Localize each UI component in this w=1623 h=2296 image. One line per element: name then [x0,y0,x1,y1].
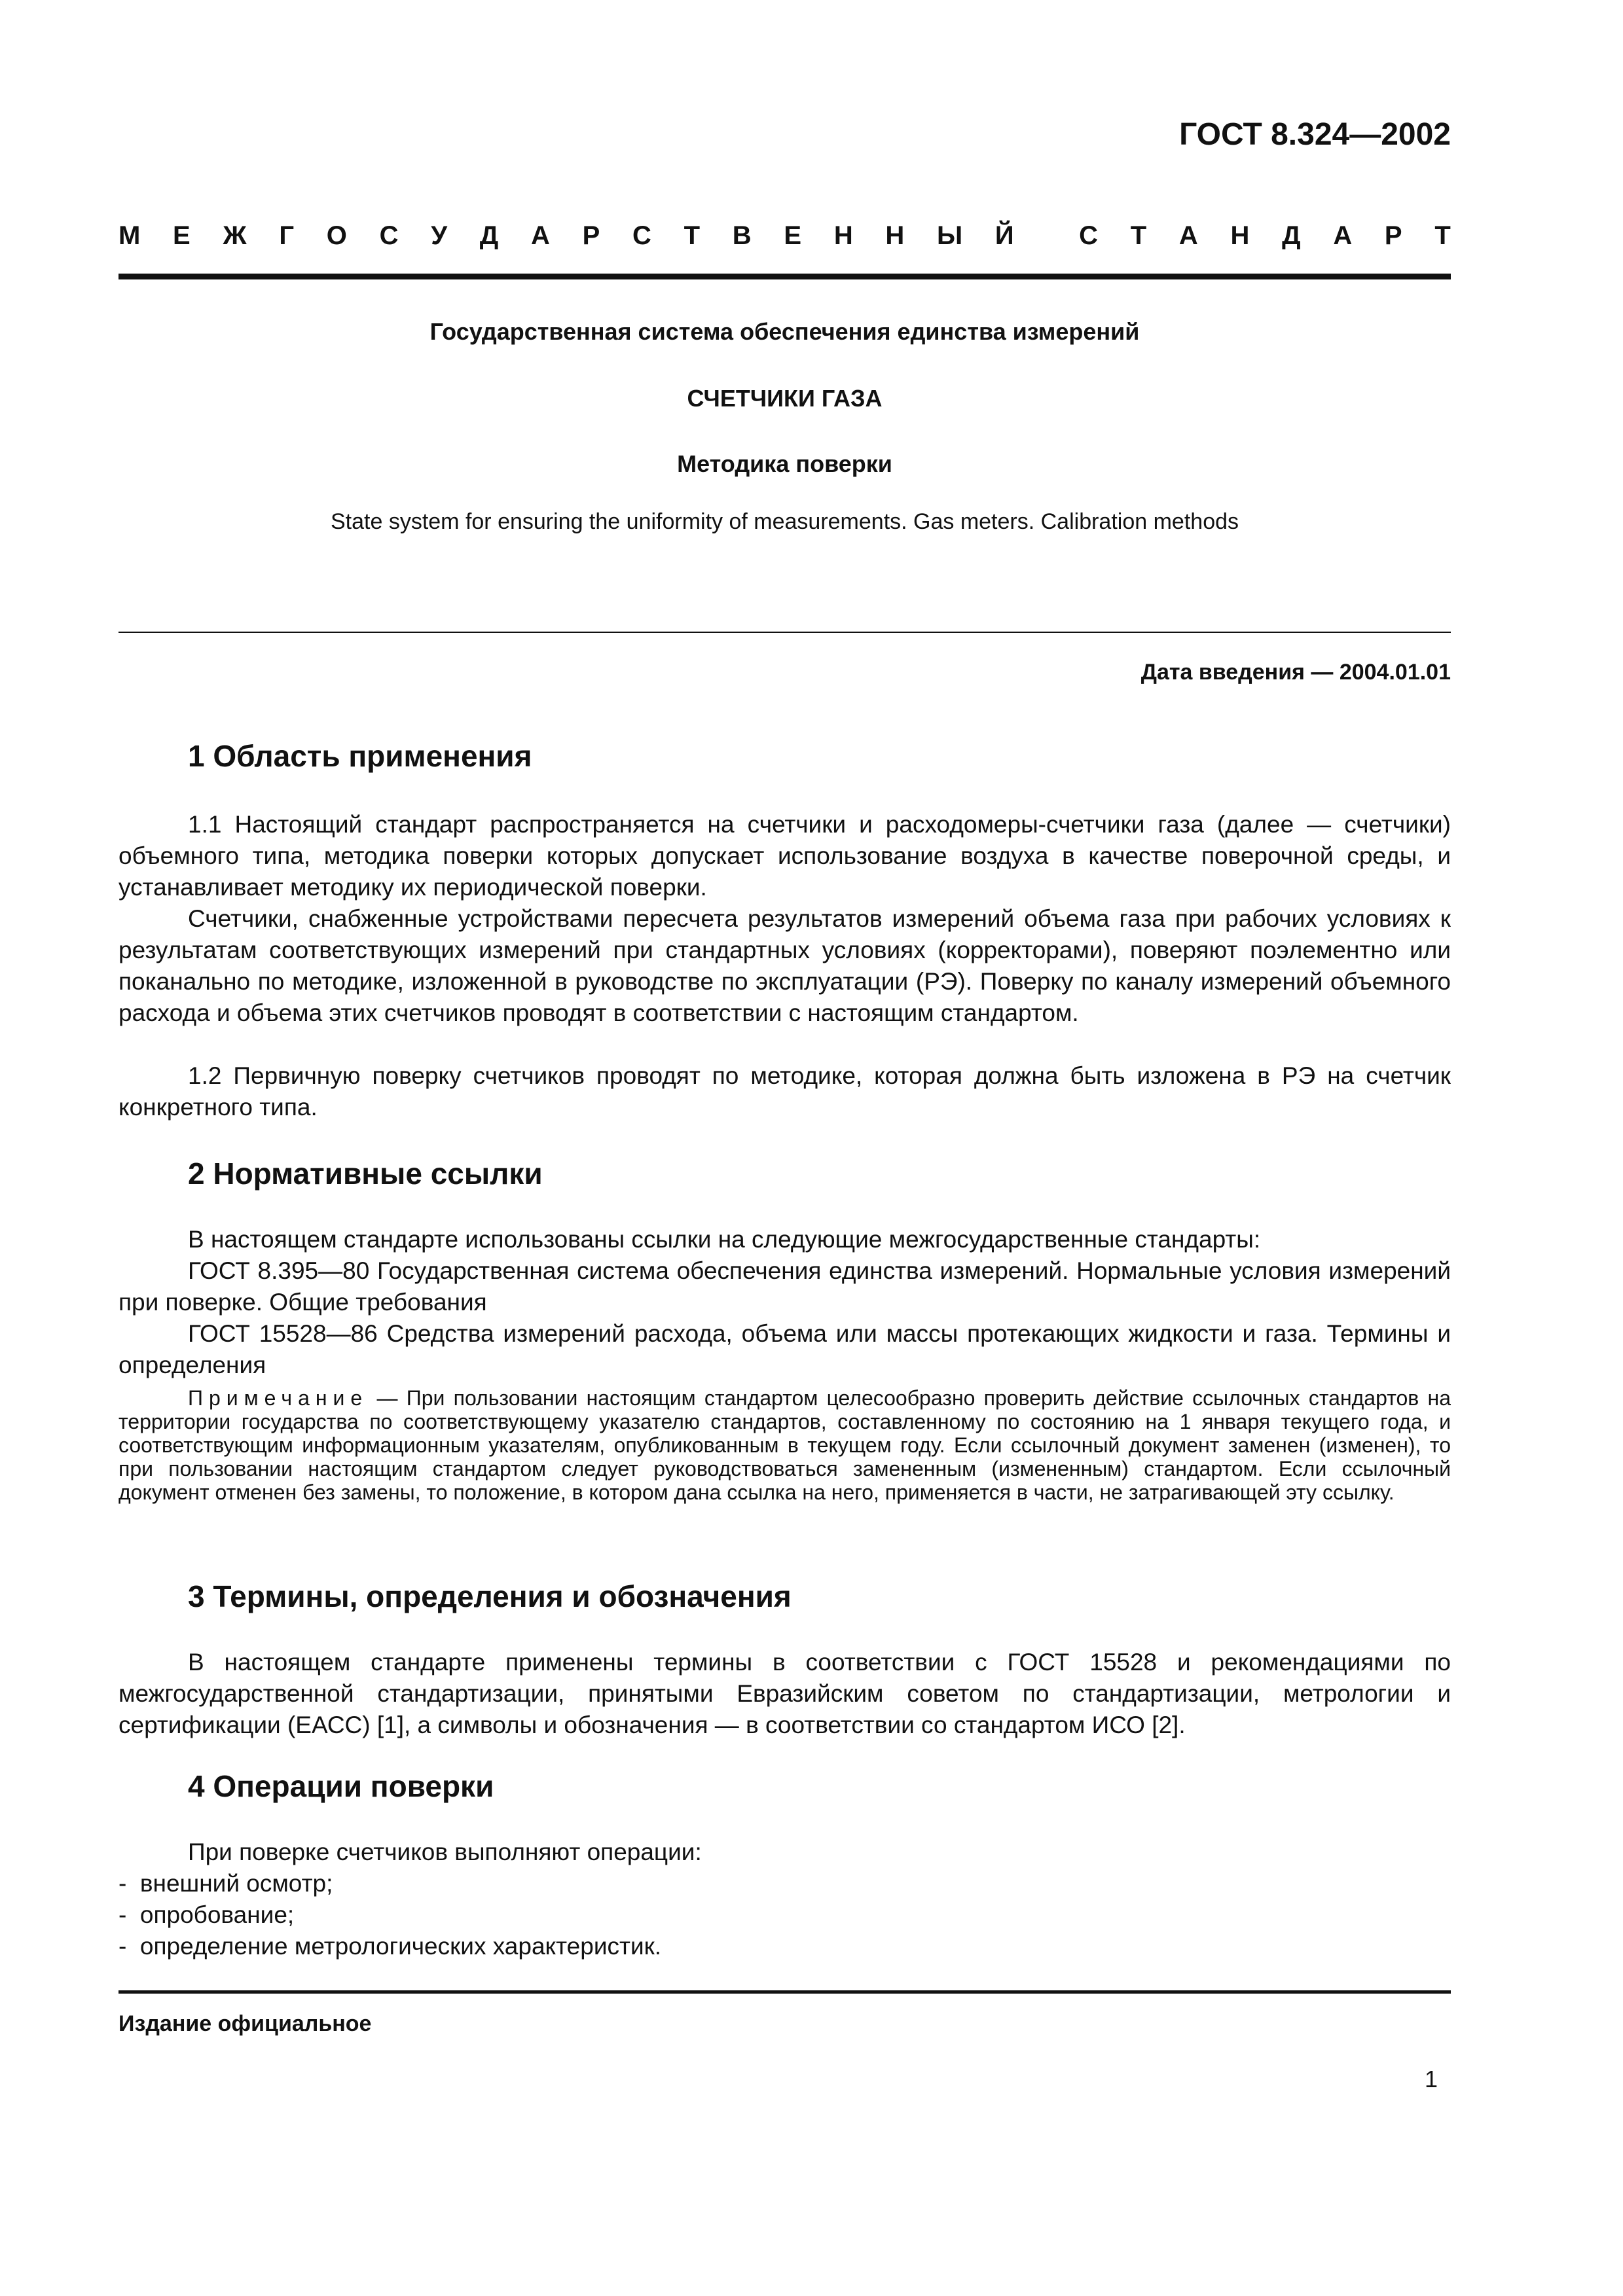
header-rule [119,274,1451,279]
heading-letter: Е [784,221,802,250]
section-3-heading: 3 Термины, определения и обозначения [188,1579,792,1613]
introduction-date: Дата введения — 2004.01.01 [1140,660,1451,685]
section-1-paragraph-1: 1.1 Настоящий стандарт распространяется на счетчики и расходомеры-счетчики газа (далее — счетчики) объемного типа, методика поверки которых допускает использование воздуха в качестве поверочной среды, и устанавливает методику их периодической поверки. [119,811,1451,901]
section-1-paragraph-3: 1.2 Первичную поверку счетчиков проводят по методике, которая должна быть изложена в РЭ на счетчик конкретного типа. [119,1062,1451,1121]
heading-letter: С [1079,221,1098,250]
list-item: - определение метрологических характеристик. [119,1931,702,1962]
document-title: СЧЕТЧИКИ ГАЗА [687,385,883,412]
section-3-paragraph-1: В настоящем стандарте применены термины в соответствии с ГОСТ 15528 и рекомендациями по межгосударственной стандартизации, принятыми Евразийским советом по стандартизации, метрологии и сертификации (ЕАСС) [1], а символы и обозначения — в соответствии со стандартом ИСО [2]. [119,1649,1451,1738]
section-2-reference-2: ГОСТ 15528—86 Средства измерений расхода, объема или массы протекающих жидкости и газа. Термины и определения [119,1320,1451,1378]
section-2-reference-1: ГОСТ 8.395—80 Государственная система обеспечения единства измерений. Нормальные условия измерений при поверке. Общие требования [119,1257,1451,1316]
heading-letter: Е [173,221,191,250]
heading-letter: А [1178,221,1198,250]
list-item: - внешний осмотр; [119,1868,702,1899]
heading-letter: Й [994,221,1014,250]
heading-letter: Ы [937,221,963,250]
heading-letter: Р [582,221,600,250]
heading-letter: Н [1230,221,1250,250]
heading-letter: Т [684,221,701,250]
section-1-paragraph-2: Счетчики, снабженные устройствами пересчета результатов измерений объема газа при рабочих условиях к результатам соответствующих измерений при стандартных условиях (корректорами), поверяют поэлементно или поканально по методике, изложенной в руководстве по эксплуатации (РЭ). Поверку по каналу измерений объемного расхода и объема этих счетчиков проводят в соответствии с настоящим стандартом. [119,905,1451,1026]
section-2-heading: 2 Нормативные ссылки [188,1157,543,1191]
heading-letter: Н [885,221,905,250]
heading-letter: М [119,221,141,250]
heading-letter: С [379,221,399,250]
heading-letter: Т [1130,221,1147,250]
heading-letter: В [732,221,752,250]
section-4-intro: При поверке счетчиков выполняют операции: [188,1839,702,1865]
heading-letter: С [632,221,651,250]
edition-label: Издание официальное [119,2011,372,2036]
section-2-paragraph-1: В настоящем стандарте использованы ссылки на следующие межгосударственные стандарты: [188,1226,1261,1253]
heading-letter: Д [1282,221,1301,250]
heading-letter: Р [1384,221,1402,250]
title-divider [119,632,1451,633]
gost-number: ГОСТ 8.324—2002 [1179,117,1451,152]
heading-letter: Н [833,221,853,250]
note-text: — При пользовании настоящим стандартом целесообразно проверить действие ссылочных стандартов на территории государства по соответствующему указателю стандартов, составленному по состоянию на 1 января текущего года, и соответствующим информационным указателям, опубликованным в текущем году. Если ссылочный документ заменен (изменен), то при пользовании настоящим стандартом следует руководствоваться замененным (измененным) стандартом. Если ссылочный документ отменен без замены, то положение, в котором дана ссылка на него, применяется в части, не затрагивающей эту ссылку. [119,1386,1451,1504]
document-subtitle: Методика поверки [677,450,892,477]
page-number: 1 [1424,2066,1438,2092]
section-1-heading: 1 Область применения [188,739,532,773]
heading-letter: Т [1434,221,1451,250]
heading-letter: А [531,221,550,250]
heading-letter: О [326,221,347,250]
section-2-note [119,1386,1451,1504]
note-label: Примечание [188,1386,369,1410]
heading-letter: Д [479,221,499,250]
section-4-heading: 4 Операции поверки [188,1769,494,1803]
heading-letter: Г [279,221,295,250]
list-item: - опробование; [119,1899,702,1931]
heading-letter: У [431,221,448,250]
heading-letter: А [1333,221,1353,250]
section-4-operations-list [139,1837,702,1962]
standard-type-heading [119,221,1451,251]
heading-letter: Ж [223,221,247,250]
footer-rule [119,1990,1451,1994]
english-title: State system for ensuring the uniformity of measurements. Gas meters. Calibration methods [330,509,1239,534]
system-title: Государственная система обеспечения единства измерений [429,318,1140,345]
